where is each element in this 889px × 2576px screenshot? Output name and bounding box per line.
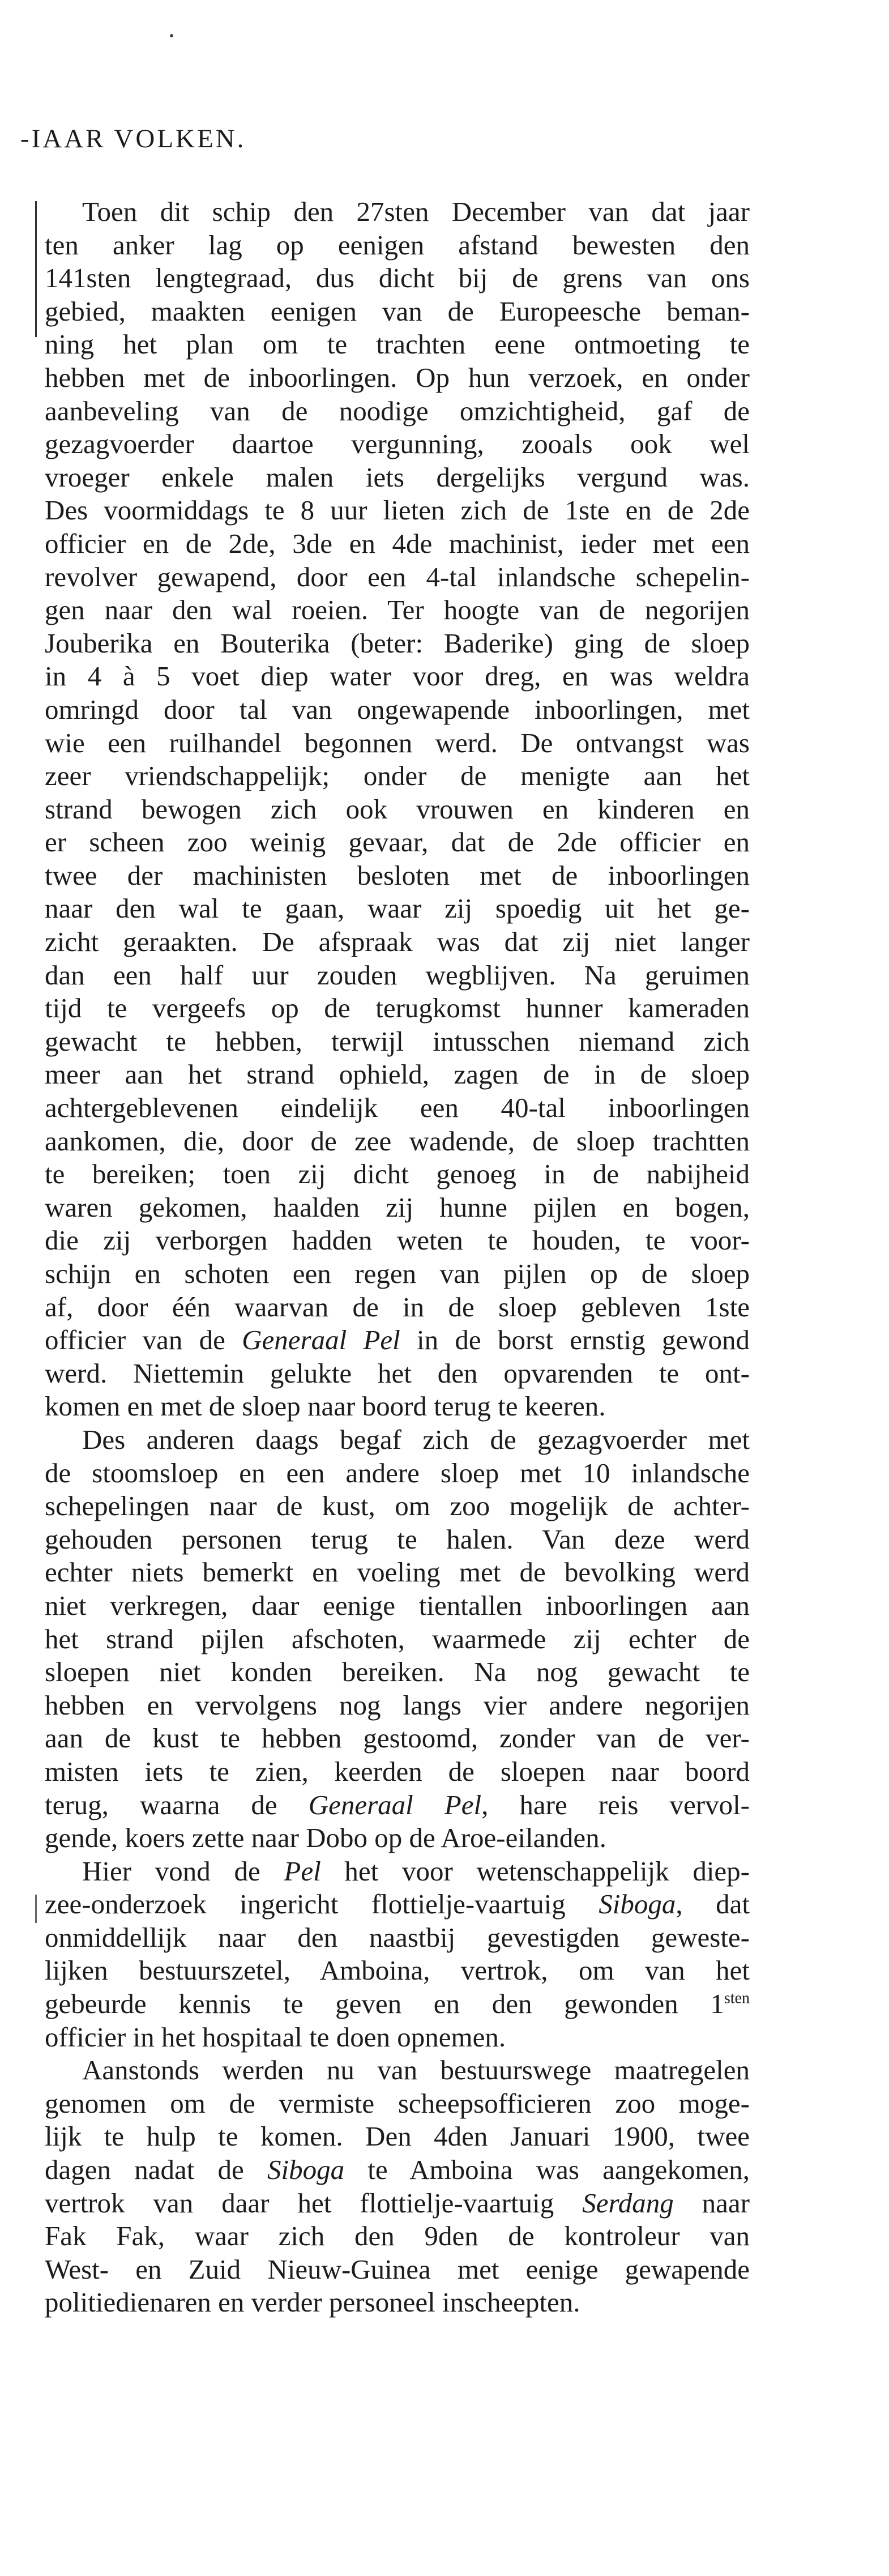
page-mark-dot xyxy=(170,34,173,37)
text-line: lijken bestuurszetel, Amboina, vertrok, om van het xyxy=(45,1955,750,1986)
text-line: politiedienaren en verder personeel inscheepten. xyxy=(45,2287,580,2318)
text-line: vertrok van daar het flottielje-vaartuig Serdang naar xyxy=(45,2187,750,2219)
text-line: lijk te hulp te komen. Den 4den Januari 1900, twee xyxy=(45,2121,750,2152)
paragraph xyxy=(45,1423,750,1855)
text-line: gehouden personen terug te halen. Van deze werd xyxy=(45,1523,750,1555)
text-line: achtergeblevenen eindelijk een 40-tal inboorlingen xyxy=(45,1092,750,1124)
text-line: ten anker lag op eenigen afstand bewesten den xyxy=(45,229,750,261)
text-line: gen naar den wal roeien. Ter hoogte van de negorijen xyxy=(45,594,750,626)
text-line: niet verkregen, daar eenige tientallen inboorlingen aan xyxy=(45,1589,750,1621)
text-line: Hier vond de Pel het voor wetenschappelijk diep- xyxy=(82,1855,750,1887)
paragraph xyxy=(45,2054,750,2319)
text-line: Toen dit schip den 27sten December van dat jaar xyxy=(82,196,750,227)
text-line: zeer vriendschappelijk; onder de menigte aan het xyxy=(45,760,750,792)
text-line: het strand pijlen afschoten, waarmede zij echter de xyxy=(45,1623,750,1654)
text-line: af, door één waarvan de in de sloep gebleven 1ste xyxy=(45,1291,750,1323)
text-line: officier in het hospitaal te doen opnemen. xyxy=(45,2021,506,2053)
paragraph xyxy=(45,195,750,1423)
text-line: naar den wal te gaan, waar zij spoedig uit het ge- xyxy=(45,893,750,924)
body-text xyxy=(45,195,750,2319)
text-line: strand bewogen zich ook vrouwen en kinderen en xyxy=(45,793,750,825)
text-line: vroeger enkele malen iets dergelijks vergund was. xyxy=(45,461,750,493)
text-line: sloepen niet konden bereiken. Na nog gewacht te xyxy=(45,1656,750,1688)
text-line: gewacht te hebben, terwijl intusschen niemand zich xyxy=(45,1025,750,1057)
text-line: Fak Fak, waar zich den 9den de kontroleur van xyxy=(45,2220,750,2252)
text-line: wie een ruilhandel begonnen werd. De ontvangst was xyxy=(45,727,750,758)
text-line: hebben en vervolgens nog langs vier andere negorijen xyxy=(45,1689,750,1721)
paragraph xyxy=(45,1855,750,2054)
text-line: aanbeveling van de noodige omzichtigheid, gaf de xyxy=(45,395,750,427)
text-line: meer aan het strand ophield, zagen de in de sloep xyxy=(45,1059,750,1090)
text-line: gezagvoerder daartoe vergunning, zooals ook wel xyxy=(45,428,750,460)
text-line: twee der machinisten besloten met de inboorlingen xyxy=(45,859,750,891)
text-line: echter niets bemerkt en voeling met de bevolking werd xyxy=(45,1556,750,1588)
text-line: ning het plan om te trachten eene ontmoeting te xyxy=(45,329,750,360)
text-line: te bereiken; toen zij dicht genoeg in de nabijheid xyxy=(45,1158,750,1190)
text-line: waren gekomen, haalden zij hunne pijlen en bogen, xyxy=(45,1191,750,1223)
text-line: Des voormiddags te 8 uur lieten zich de 1ste en de 2de xyxy=(45,494,750,526)
text-line: zicht geraakten. De afspraak was dat zij niet langer xyxy=(45,926,750,958)
text-line: de stoomsloep en een andere sloep met 10 inlandsche xyxy=(45,1457,750,1489)
text-line: die zij verborgen hadden weten te houden, te voor- xyxy=(45,1225,750,1256)
margin-rule xyxy=(35,1895,37,1923)
text-line: omringd door tal van ongewapende inboorlingen, met xyxy=(45,693,750,725)
text-line: revolver gewapend, door een 4-tal inlandsche schepelin- xyxy=(45,561,750,592)
text-line: tijd te vergeefs op de terugkomst hunner kameraden xyxy=(45,992,750,1024)
text-line: Jouberika en Bouterika (beter: Baderike) ging de sloep xyxy=(45,627,750,659)
text-line: schijn en schoten een regen van pijlen op de sloep xyxy=(45,1258,750,1289)
running-head: -IAAR VOLKEN. xyxy=(20,124,246,153)
text-line: officier en de 2de, 3de en 4de machinist, ieder met een xyxy=(45,527,750,559)
text-line: 141sten lengtegraad, dus dicht bij de grens van ons xyxy=(45,262,750,294)
text-line: komen en met de sloep naar boord terug te keeren. xyxy=(45,1391,606,1422)
margin-rule xyxy=(35,201,37,337)
text-line: gebeurde kennis te geven en den gewonden $1^{sten}$ xyxy=(45,1988,750,2020)
text-line: werd. Niettemin gelukte het den opvarenden te ont- xyxy=(45,1357,750,1389)
text-line: misten iets te zien, keerden de sloepen naar boord xyxy=(45,1755,750,1787)
text-line: dan een half uur zouden wegblijven. Na geruimen xyxy=(45,959,750,991)
text-line: Aanstonds werden nu van bestuurswege maatregelen xyxy=(82,2054,750,2086)
text-line: gebied, maakten eenigen van de Europeesche beman- xyxy=(45,295,750,327)
text-line: er scheen zoo weinig gevaar, dat de 2de officier en xyxy=(45,826,750,858)
text-line: in 4 à 5 voet diep water voor dreg, en was weldra xyxy=(45,660,750,692)
text-line: gende, koers zette naar Dobo op de Aroe-eilanden. xyxy=(45,1822,606,1854)
text-line: aan de kust te hebben gestoomd, zonder van de ver- xyxy=(45,1722,750,1754)
text-line: genomen om de vermiste scheepsofficieren zoo moge- xyxy=(45,2087,750,2119)
text-line: hebben met de inboorlingen. Op hun verzoek, en onder xyxy=(45,361,750,393)
text-line: terug, waarna de Generaal Pel, hare reis vervol- xyxy=(45,1789,750,1820)
text-line: aankomen, die, door de zee wadende, de sloep trachtten xyxy=(45,1125,750,1157)
text-line: zee-onderzoek ingericht flottielje-vaartuig Siboga, dat xyxy=(45,1888,750,1920)
text-line: West- en Zuid Nieuw-Guinea met eenige gewapende xyxy=(45,2253,750,2285)
text-line: Des anderen daags begaf zich de gezagvoerder met xyxy=(82,1423,750,1455)
text-line: officier van de Generaal Pel in de borst ernstig gewond xyxy=(45,1324,750,1356)
text-line: onmiddellijk naar den naastbij gevestigden geweste- xyxy=(45,1921,750,1953)
text-line: dagen nadat de Siboga te Amboina was aangekomen, xyxy=(45,2154,750,2186)
text-line: schepelingen naar de kust, om zoo mogelijk de achter- xyxy=(45,1490,750,1522)
